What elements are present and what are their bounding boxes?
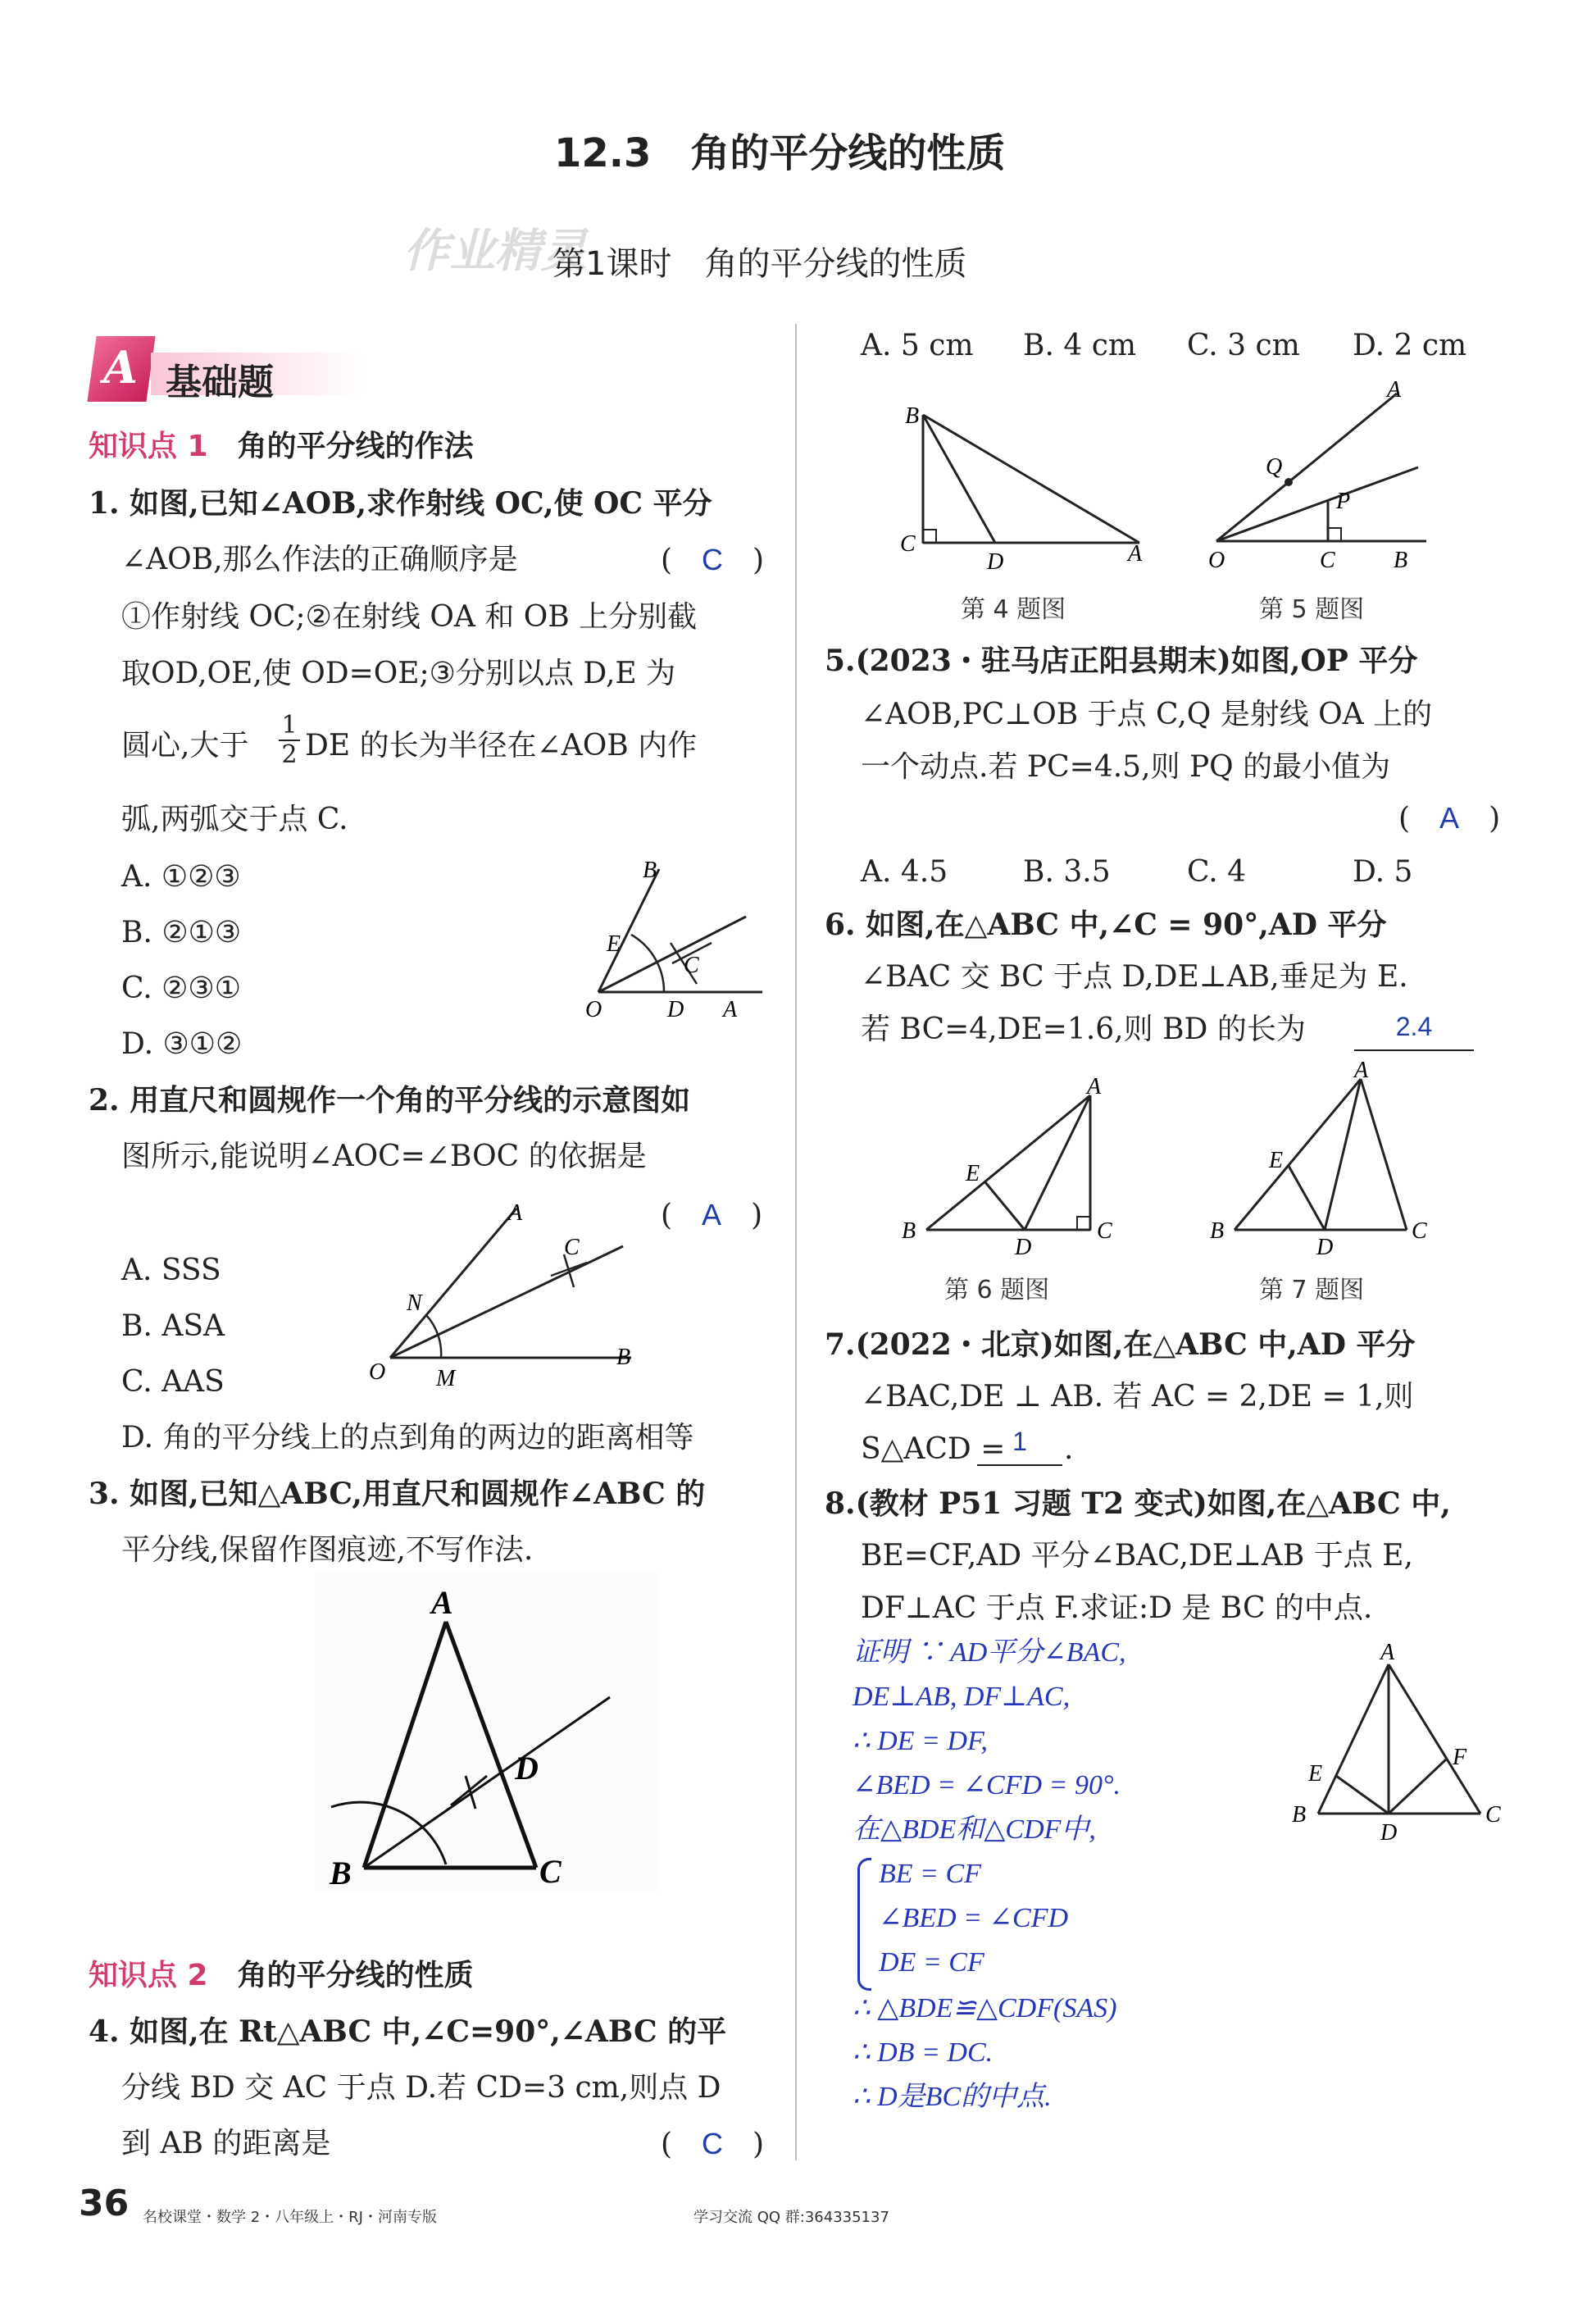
kp1-heading: 知识点 1 角的平分线的作法 [89, 430, 474, 463]
q7-label-c: C [1412, 1218, 1427, 1244]
q5-label-b: B [1394, 548, 1408, 573]
q8-proof-10: ∴ DB = DC. [853, 2037, 994, 2068]
q7-label-b: B [1210, 1218, 1225, 1244]
q2-answer: ( A ) [661, 1198, 763, 1232]
q5-label-p: P [1336, 489, 1351, 514]
column-divider [795, 324, 797, 2160]
q7-line-1: 7.(2022・北京)如图,在△ABC 中,AD 平分 [825, 1327, 1416, 1362]
q1-line-3: ①作射线 OC;②在射线 OA 和 OB 上分别截 [121, 600, 698, 634]
q4-label-d: D [987, 549, 1004, 571]
q7-period: . [1064, 1432, 1074, 1466]
q6-answer-blank: 2.4 [1354, 1012, 1474, 1051]
watermark: 作业精灵 [403, 225, 587, 278]
q1-label-a: A [723, 997, 738, 1022]
q6-caption: 第 6 题图 [944, 1276, 1050, 1304]
q5-option-b: B. 3.5 [1023, 855, 1111, 889]
q5-line-2: ∠AOB,PC⊥OB 于点 C,Q 是射线 OA 上的 [861, 698, 1433, 731]
q8-label-c: C [1485, 1802, 1501, 1828]
q4-option-c: C. 3 cm [1187, 329, 1300, 362]
q8-proof-4: ∠BED = ∠CFD = 90°. [853, 1770, 1121, 1800]
footer-book: 名校课堂・数学 2・八年级上・RJ・河南专版 [143, 2209, 437, 2226]
q5-line-1: 5.(2023・驻马店正阳县期末)如图,OP 平分 [825, 644, 1418, 678]
q1-label-c: C [684, 953, 699, 978]
q6-label-a: A [1087, 1074, 1102, 1099]
q4-label-c: C [900, 531, 916, 557]
q2-option-b: B. ASA [121, 1309, 225, 1343]
q8-line-2: BE=CF,AD 平分∠BAC,DE⊥AB 于点 E, [861, 1539, 1413, 1573]
q8-proof-9: ∴ △BDE≌△CDF(SAS) [853, 1993, 1117, 2023]
kp2-heading: 知识点 2 角的平分线的性质 [89, 1959, 474, 1992]
q3-label-c: C [539, 1853, 562, 1890]
q5-caption: 第 5 题图 [1259, 595, 1365, 624]
q4-option-b: B. 4 cm [1023, 329, 1136, 362]
q2-option-d: D. 角的平分线上的点到角的两边的距离相等 [121, 1421, 694, 1454]
q1-figure [574, 853, 771, 1025]
q3-label-d: D [515, 1750, 539, 1787]
q2-label-m: M [436, 1366, 456, 1391]
q8-proof-7: ∠BED = ∠CFD [879, 1903, 1069, 1933]
q8-figure [1287, 1640, 1508, 1853]
q7-caption: 第 7 题图 [1259, 1276, 1365, 1304]
q8-label-b: B [1292, 1802, 1307, 1828]
q4-line-2: 分线 BD 交 AC 于点 D.若 CD=3 cm,则点 D [121, 2071, 721, 2105]
q1-option-d: D. ③①② [121, 1027, 243, 1061]
q5-option-d: D. 5 [1353, 855, 1413, 889]
lesson-title: 第1课时 角的平分线的性质 [552, 245, 967, 283]
q6-line-3: 若 BC=4,DE=1.6,则 BD 的长为 [861, 1013, 1306, 1046]
q1-line-5b: DE 的长为半径在∠AOB 内作 [305, 729, 698, 762]
q8-proof-11: ∴ D是BC的中点. [853, 2082, 1052, 2112]
q2-label-a: A [508, 1200, 523, 1226]
q2-option-a: A. SSS [121, 1254, 221, 1287]
q2-line-1: 2. 用直尺和圆规作一个角的平分线的示意图如 [89, 1083, 691, 1118]
q7-label-a: A [1354, 1061, 1369, 1083]
q1-label-o: O [585, 997, 602, 1022]
q6-label-c: C [1097, 1218, 1112, 1244]
q2-label-b: B [616, 1345, 631, 1370]
q8-label-f: F [1453, 1745, 1467, 1770]
q2-label-o: O [369, 1359, 386, 1385]
q5-option-c: C. 4 [1187, 855, 1247, 889]
q2-label-n: N [407, 1291, 422, 1316]
q4-label-a: A [1128, 541, 1143, 567]
q4-option-d: D. 2 cm [1353, 329, 1467, 362]
q1-line-6: 弧,两弧交于点 C. [121, 803, 348, 836]
q8-proof-6: BE = CF [879, 1859, 981, 1889]
q4-option-a: A. 5 cm [861, 329, 974, 362]
q2-line-2: 图所示,能说明∠AOC=∠BOC 的依据是 [121, 1140, 647, 1173]
q8-proof-3: ∴ DE = DF, [853, 1726, 988, 1756]
q2-option-c: C. AAS [121, 1365, 225, 1399]
q1-option-b: B. ②①③ [121, 916, 242, 949]
q8-label-a: A [1380, 1640, 1395, 1665]
q4-answer: ( C ) [661, 2127, 765, 2161]
q3-figure [315, 1573, 659, 1892]
q7-figure [1197, 1061, 1443, 1258]
q7-line-2: ∠BAC,DE ⊥ AB. 若 AC = 2,DE = 1,则 [861, 1380, 1414, 1413]
q8-proof-8: DE = CF [879, 1947, 984, 1978]
q6-label-b: B [902, 1218, 916, 1244]
q1-line-4: 取OD,OE,使 OD=OE;③分别以点 D,E 为 [121, 657, 676, 690]
q7-label-e: E [1269, 1148, 1284, 1173]
q2-label-c: C [564, 1235, 580, 1260]
banner-letter: A [103, 341, 138, 394]
q6-figure [893, 1074, 1139, 1254]
q3-label-a: A [431, 1584, 453, 1621]
q1-option-c: C. ②③① [121, 972, 241, 1005]
q5-line-3: 一个动点.若 PC=4.5,则 PQ 的最小值为 [861, 750, 1391, 784]
q2-figure [361, 1197, 656, 1394]
q7-label-d: D [1316, 1235, 1334, 1258]
q8-proof-2: DE⊥AB, DF⊥AC, [853, 1682, 1071, 1712]
q8-label-d: D [1380, 1820, 1398, 1846]
q8-brace [857, 1858, 871, 1991]
banner-label: 基础题 [166, 362, 274, 403]
q3-line-1: 3. 如图,已知△ABC,用直尺和圆规作∠ABC 的 [89, 1477, 706, 1511]
q8-proof-1: 证明 ∵ AD平分∠BAC, [853, 1637, 1126, 1668]
q5-label-q: Q [1266, 454, 1283, 480]
q1-option-a: A. ①②③ [121, 860, 241, 894]
q5-label-c: C [1320, 548, 1335, 573]
q4-label-b: B [905, 403, 920, 429]
q7-area-label: S△ACD = [861, 1432, 1006, 1466]
q1-line-1: 1. 如图,已知∠AOB,求作射线 OC,使 OC 平分 [89, 486, 712, 521]
q1-line-5a: 圆心,大于 [121, 729, 249, 762]
q8-label-e: E [1308, 1761, 1323, 1787]
q1-answer: ( C ) [661, 543, 765, 577]
footer-qq: 学习交流 QQ 群:364335137 [693, 2209, 889, 2226]
q5-option-a: A. 4.5 [861, 855, 948, 889]
q3-label-b: B [330, 1855, 352, 1891]
q1-line-2: ∠AOB,那么作法的正确顺序是 [121, 543, 518, 576]
q1-label-d: D [667, 997, 684, 1022]
q1-fraction: 1 2 [279, 712, 300, 769]
q6-label-d: D [1015, 1235, 1032, 1254]
q5-label-o: O [1208, 548, 1225, 573]
q4-line-3: 到 AB 的距离是 [121, 2127, 331, 2160]
q6-line-2: ∠BAC 交 BC 于点 D,DE⊥AB,垂足为 E. [861, 960, 1408, 994]
q7-answer-blank: 1 [977, 1427, 1062, 1466]
q5-answer: ( A ) [1398, 801, 1501, 835]
q6-line-1: 6. 如图,在△ABC 中,∠C = 90°,AD 平分 [825, 908, 1387, 942]
q6-label-e: E [966, 1161, 980, 1186]
q3-line-2: 平分线,保留作图痕迹,不写作法. [121, 1533, 534, 1567]
section-title: 12.3 角的平分线的性质 [554, 130, 1006, 176]
q4-line-1: 4. 如图,在 Rt△ABC 中,∠C=90°,∠ABC 的平 [89, 2014, 727, 2049]
q4-figure [893, 398, 1156, 571]
q5-label-a: A [1387, 377, 1402, 403]
q8-line-1: 8.(教材 P51 习题 T2 变式)如图,在△ABC 中, [825, 1486, 1451, 1521]
q1-label-e: E [607, 931, 621, 957]
q8-line-3: DF⊥AC 于点 F.求证:D 是 BC 的中点. [861, 1591, 1373, 1625]
page-number: 36 [79, 2183, 130, 2224]
q1-label-b: B [643, 858, 657, 883]
q5-figure [1197, 377, 1443, 574]
q8-proof-5: 在△BDE和△CDF中, [853, 1814, 1096, 1845]
q4-caption: 第 4 题图 [961, 595, 1066, 624]
basic-banner [85, 336, 364, 403]
